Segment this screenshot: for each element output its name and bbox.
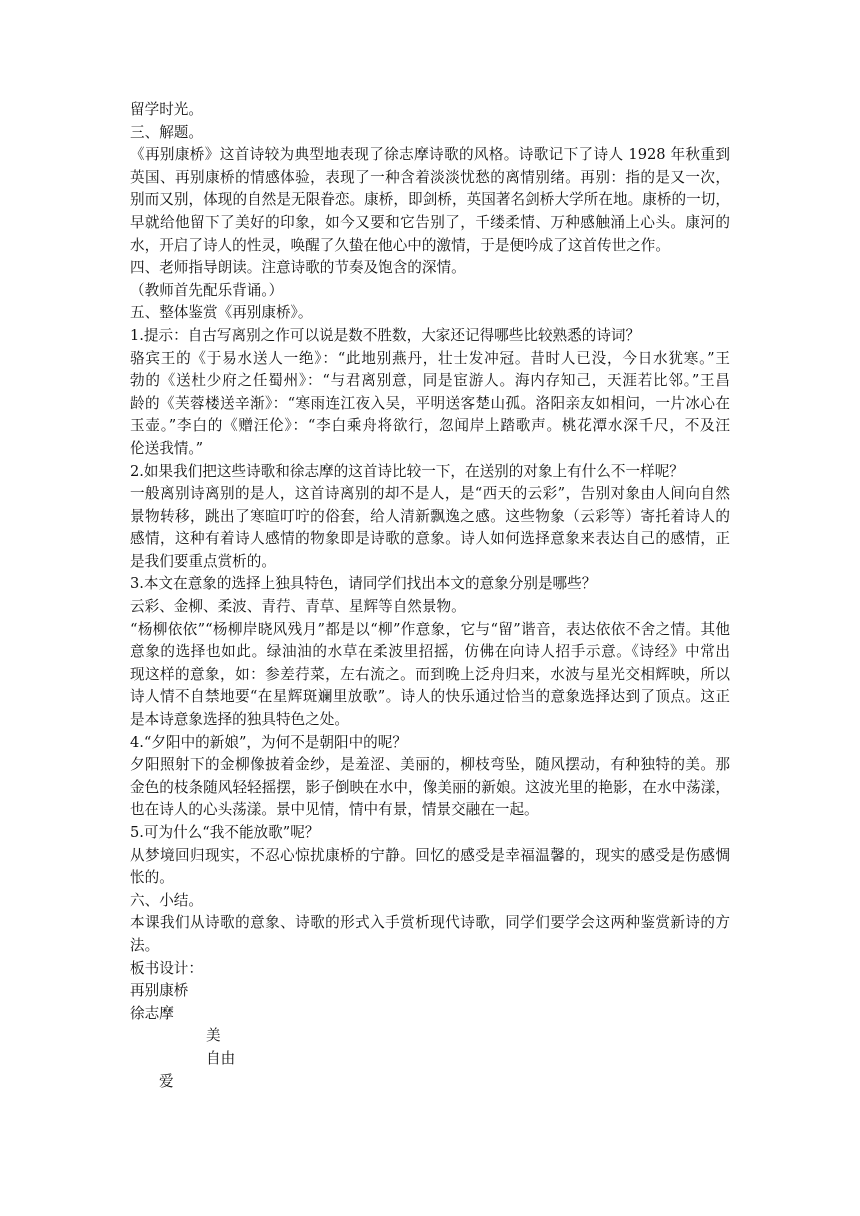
text-line: 云彩、金柳、柔波、青荇、青草、星辉等自然景物。 [130,598,466,616]
text-line: 法。 [130,936,160,954]
text-line: 一般离别诗离别的是人，这首诗离别的却不是人，是“西天的云彩”，告别对象由人间向自然 [130,485,730,503]
text-line: 早就给他留下了美好的印象，如今又要和它告别了，千缕柔情、万种感触涌上心头。康河的 [130,213,730,231]
board-design-label: 板书设计： [130,959,203,977]
text-line: 别而又别，体现的自然是无限眷恋。康桥，即剑桥，英国著名剑桥大学所在地。康桥的一切， [130,191,730,209]
section-heading: 六、小结。 [130,891,203,909]
text-line: 现这样的意象，如：参差荇菜，左右流之。而到晚上泛舟归来，水波与星光交相辉映，所以 [130,665,730,683]
text-line: 夕阳照射下的金柳像披着金纱，是羞涩、美丽的，柳枝弯坠，随风摆动，有种独特的美。那 [130,756,730,774]
text-line: 英国、再别康桥的情感体验，表现了一种含着淡淡忧愁的离情别绪。再别：指的是又一次， [130,168,730,186]
text-line: 本课我们从诗歌的意象、诗歌的形式入手赏析现代诗歌，同学们要学会这两种鉴赏新诗的方 [130,914,730,932]
text-line: 是我们要重点赏析的。 [130,552,276,570]
text-line: 伦送我情。” [130,439,204,457]
text-line: 是本诗意象选择的独具特色之处。 [130,711,349,729]
text-line: 水，开启了诗人的性灵，唤醒了久蛰在他心中的激情，于是便吟成了这首传世之作。 [130,236,670,254]
question-line: 4.“夕阳中的新娘”，为何不是朝阳中的呢？ [130,733,407,751]
board-item-love: 爱 [159,1072,174,1090]
text-line: 也在诗人的心头荡漾。景中见情，情中有景，情景交融在一起。 [130,801,539,819]
board-item-freedom: 自由 [206,1049,236,1067]
text-line: 勃的《送杜少府之任蜀州》：“与君离别意，同是宦游人。海内存知己，天涯若比邻。”王昌 [130,372,730,390]
section-heading: 四、老师指导朗读。注意诗歌的节奏及饱含的深情。 [130,259,466,277]
text-line: 留学时光。 [130,101,203,118]
text-line: 景物转移，跳出了寒暄叮咛的俗套，给人清新飘逸之感。这些物象（云彩等）寄托着诗人的 [130,507,730,525]
question-line: 2.如果我们把这些诗歌和徐志摩的这首诗比较一下，在送别的对象上有什么不一样呢？ [130,462,684,480]
question-line: 3.本文在意象的选择上独具特色，请同学们找出本文的意象分别是哪些？ [130,575,597,593]
document-body [130,99,730,1093]
text-line: 金色的枝条随风轻轻摇摆，影子倒映在水中，像美丽的新娘。这波光里的艳影，在水中荡漾， [130,778,730,796]
question-line: 1.提示：自古写离别之作可以说是数不胜数，大家还记得哪些比较熟悉的诗词？ [130,326,641,344]
text-line: 怅的。 [130,869,174,887]
text-line: 龄的《芙蓉楼送辛渐》：“寒雨连江夜入吴，平明送客楚山孤。洛阳亲友如相问，一片冰心在 [130,394,730,412]
board-title: 再别康桥 [130,982,189,1000]
board-author: 徐志摩 [130,1004,174,1022]
question-line: 5.可为什么“我不能放歌”呢？ [130,824,320,841]
text-line: 玉壶。”李白的《赠汪伦》：“李白乘舟将欲行，忽闻岸上踏歌声。桃花潭水深千尺，不及汪 [130,417,730,435]
text-line: 骆宾王的《于易水送人一绝》：“此地别燕丹，壮士发冲冠。昔时人已没，今日水犹寒。”王 [130,349,730,367]
text-line: “杨柳依依”“杨柳岸晓风残月”都是以“柳”作意象，它与“留”谐音，表达依依不舍之情。其他 [130,620,730,638]
text-line: （教师首先配乐背诵。） [130,281,284,299]
section-heading: 三、解题。 [130,123,203,141]
text-line: 意象的选择也如此。绿油油的水草在柔波里招摇，仿佛在向诗人招手示意。《诗经》中常出 [130,643,730,661]
text-line: 从梦境回归现实，不忍心惊扰康桥的宁静。回忆的感受是幸福温馨的，现实的感受是伤感惆 [130,846,730,864]
text-line: 《再别康桥》这首诗较为典型地表现了徐志摩诗歌的风格。诗歌记下了诗人 1928 年秋重到 [130,146,730,164]
text-line: 感情，这种有着诗人感情的物象即是诗歌的意象。诗人如何选择意象来表达自己的感情，正 [130,530,730,548]
text-line: 诗人情不自禁地要“在星辉斑斓里放歌”。诗人的快乐通过恰当的意象选择达到了顶点。这正 [130,688,730,706]
board-item-beauty: 美 [206,1027,221,1045]
section-heading: 五、整体鉴赏《再别康桥》。 [130,304,313,322]
